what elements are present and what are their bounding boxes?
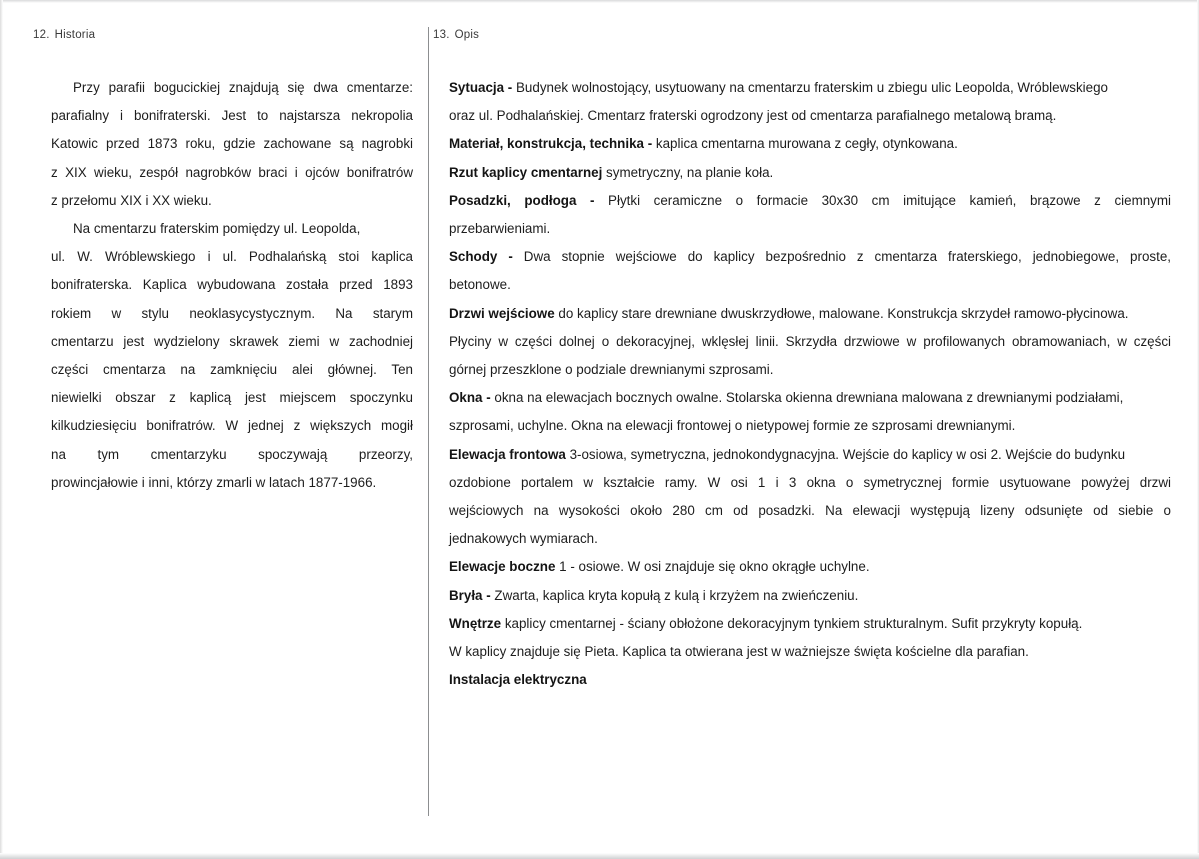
description-text: Budynek wolnostojący, usytuowany na cmentarzu fraterskim u zbiegu ulic Leopolda, Wróblewskiego [516, 80, 1108, 95]
description-column [449, 74, 1171, 694]
description-text: okna na elewacjach bocznych owalne. Stolarska okienna drewniana malowana z drewnianymi podziałami, [494, 390, 1124, 406]
history-line: prowincjałowie i inni, którzy zmarli w latach 1877-1966. [51, 474, 377, 490]
description-entry-sytuacja [449, 74, 1171, 102]
description-label-elewacje-boczne: Elewacje boczne [449, 559, 556, 575]
history-line: na tym cmentarzyku spoczywają przeorzy, [51, 446, 413, 462]
description-text: Dwa stopnie wejściowe do kaplicy bezpośrednio z cmentarza fraterskiego, jednobiegowe, proste, [523, 249, 1171, 265]
description-entry-pieta [449, 638, 1171, 666]
description-label-bryla: Bryła - [449, 587, 491, 603]
description-entry-okna [449, 384, 1171, 412]
history-paragraph-2 [51, 215, 413, 497]
description-line [449, 412, 1171, 440]
description-entry-elewacje-boczne [449, 553, 1171, 581]
description-entry-schody [449, 243, 1171, 271]
history-line: rokiem w stylu neoklasycystycznym. Na starym [51, 305, 413, 321]
description-label-posadzki-podloga: Posadzki, podłoga - [449, 192, 595, 208]
description-label-rzut-kaplicy-cmentarnej: Rzut kaplicy cmentarnej [449, 164, 603, 180]
description-line [449, 215, 1171, 243]
section-label-opis [433, 29, 479, 41]
description-entry-instalacja-elektryczna [449, 666, 1171, 694]
history-line: Na cmentarzu fraterskim pomiędzy ul. Leopolda, [73, 221, 361, 237]
description-text: 1 - osiowe. W osi znajduje się okno okrągłe uchylne. [559, 559, 870, 575]
history-line: Katowic przed 1873 roku, gdzie zachowane są nagrobki [51, 136, 413, 152]
description-entry-wnetrze [449, 610, 1171, 638]
description-text: Płytki ceramiczne o formacie 30x30 cm imitujące kamień, brązowe z ciemnymi [608, 192, 1171, 208]
description-label-material-konstrukcja-technika: Materiał, konstrukcja, technika - [449, 136, 653, 152]
scan-edge-top [0, 0, 1199, 3]
section-title-opis: Opis [454, 29, 480, 41]
description-text: betonowe. [449, 277, 511, 293]
history-line: z przełomu XIX i XX wieku. [51, 192, 212, 208]
history-line: parafialny i bonifraterski. Jest to najstarsza nekropolia [51, 108, 413, 124]
description-label-okna: Okna - [449, 390, 491, 406]
description-text: wejściowych na wysokości około 280 cm od posadzki. Na elewacji występują lizeny odsunięte od siebie o [449, 503, 1171, 519]
description-line [449, 328, 1171, 356]
description-text: symetryczny, na planie koła. [606, 164, 774, 180]
history-line: Przy parafii bogucickiej znajdują się dwa cmentarze: [73, 80, 413, 95]
description-entry-drzwi-wejsciowe [449, 300, 1171, 328]
history-line: kilkudziesięciu bonifratrów. W jednej z większych mogił [51, 418, 413, 434]
description-text: kaplicy cmentarnej - ściany obłożone dekoracyjnym tynkiem strukturalnym. Sufit przykryty kopułą. [504, 615, 1083, 631]
description-text: W kaplicy znajduje się Pieta. Kaplica ta otwierana jest w ważniejsze święta kościelne dla parafian. [449, 644, 1029, 660]
column-divider [428, 27, 429, 816]
description-text: jednakowych wymiarach. [449, 531, 598, 547]
description-line [449, 469, 1171, 497]
description-line [449, 271, 1171, 299]
description-text: przebarwieniami. [449, 221, 551, 237]
scan-edge-bottom [0, 853, 1199, 859]
description-entry-rzut-kaplicy-cmentarnej [449, 159, 1171, 187]
description-entry-elewacja-frontowa [449, 441, 1171, 469]
history-column [51, 74, 413, 497]
description-label-wnetrze: Wnętrze [449, 615, 502, 631]
history-line: niewielki obszar z kaplicą jest miejscem spoczynku [51, 390, 413, 406]
description-label-sytuacja: Sytuacja - [449, 80, 513, 95]
history-line: cmentarzu jest wydzielony skrawek ziemi w zachodniej [51, 333, 413, 349]
section-number-historia: 12. [33, 29, 50, 41]
scan-edge-left [0, 0, 3, 859]
description-label-drzwi-wejsciowe: Drzwi wejściowe [449, 305, 555, 321]
description-text: szprosami, uchylne. Okna na elewacji frontowej o nietypowej formie ze szprosami drewnianymi. [449, 418, 1016, 434]
description-line [449, 356, 1171, 384]
history-line: z XIX wieku, zespół nagrobków braci i ojców bonifratrów [51, 164, 413, 180]
description-text: górnej przeszklone o podziale drewnianymi szprosami. [449, 362, 774, 378]
description-text: do kaplicy stare drewniane dwuskrzydłowe, malowane. Konstrukcja skrzydeł ramowo-płycinowa. [558, 305, 1129, 321]
description-text: Zwarta, kaplica kryta kopułą z kulą i krzyżem na zwieńczeniu. [494, 587, 859, 603]
description-text: oraz ul. Podhalańskiej. Cmentarz fraterski ogrodzony jest od cmentarza parafialnego metalową bramą. [449, 108, 1057, 124]
description-text: Płyciny w części dolnej o dekoracyjnej, wklęsłej linii. Skrzydła drzwiowe w profilowanych obramowaniach, w części [449, 333, 1171, 349]
description-text: 3-osiowa, symetryczna, jednokondygnacyjna. Wejście do kaplicy w osi 2. Wejście do budynku [569, 446, 1126, 462]
section-number-opis: 13. [433, 29, 450, 41]
description-line [449, 525, 1171, 553]
description-entry-posadzki-podloga [449, 187, 1171, 215]
description-entry-bryla [449, 582, 1171, 610]
history-line: bonifraterska. Kaplica wybudowana została przed 1893 [51, 277, 413, 293]
section-label-historia [33, 29, 95, 41]
description-entry-material-konstrukcja-technika [449, 130, 1171, 158]
section-title-historia: Historia [54, 29, 96, 41]
description-label-instalacja-elektryczna: Instalacja elektryczna [449, 672, 587, 688]
description-text: kaplica cmentarna murowana z cegły, otynkowana. [655, 136, 958, 152]
history-line: części cmentarza na zamknięciu alei głównej. Ten [51, 362, 413, 378]
description-label-schody: Schody - [449, 249, 513, 265]
description-line [449, 497, 1171, 525]
history-paragraph-1 [51, 74, 413, 215]
description-label-elewacja-frontowa: Elewacja frontowa [449, 446, 566, 462]
description-text: ozdobione portalem w kształcie ramy. W osi 1 i 3 okna o symetrycznej formie usytuowane powyżej drzwi [449, 474, 1171, 490]
history-line: ul. W. Wróblewskiego i ul. Podhalańską stoi kaplica [51, 249, 413, 265]
description-line [449, 102, 1171, 130]
